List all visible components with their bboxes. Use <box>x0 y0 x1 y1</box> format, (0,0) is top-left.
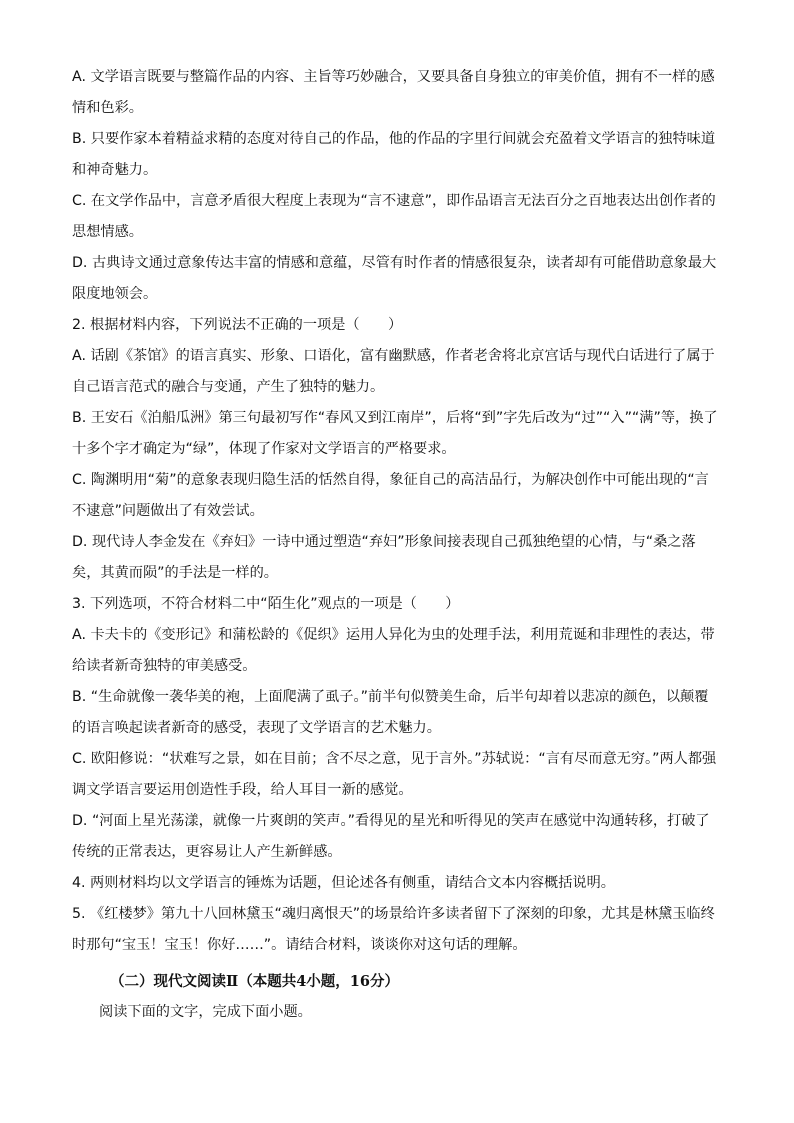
question-2-option-d: D. 现代诗人李金发在《弃妇》一诗中通过塑造“弃妇”形象间接表现自己孤独绝望的心情，与“桑之落矣，其黄而陨”的手法是一样的。 <box>72 534 696 581</box>
question-2-option-a: A. 话剧《茶馆》的语言真实、形象、口语化，富有幽默感，作者老舍将北京宫话与现代白话进行了属于自己语言范式的融合与变通，产生了独特的魅力。 <box>72 348 715 395</box>
question-3-stem: 3. 下列选项，不符合材料二中“陌生化”观点的一项是（ ） <box>72 596 460 612</box>
question-3-option-c: C. 欧阳修说：“状难写之景，如在目前；含不尽之意，见于言外。”苏轼说：“言有尽而意无穷。”两人都强调文学语言要运用创造性手段，给人耳目一新的感觉。 <box>72 751 717 798</box>
question-3-option-b: B. “生命就像一袭华美的袍，上面爬满了虱子。”前半句似赞美生命，后半句却着以悲凉的颜色，以颠覆的语言唤起读者新奇的感受，表现了文学语言的艺术魅力。 <box>72 689 709 736</box>
question-4: 4. 两则材料均以文学语言的锤炼为话题，但论述各有侧重，请结合文本内容概括说明。 <box>72 875 615 891</box>
question-2-option-c: C. 陶渊明用“菊”的意象表现归隐生活的恬然自得，象征自己的高洁品行，为解决创作中可能出现的“言不逮意”问题做出了有效尝试。 <box>72 472 709 519</box>
option-a-set1: A. 文学语言既要与整篇作品的内容、主旨等巧妙融合，又要具备自身独立的审美价值，拥有不一样的感情和色彩。 <box>72 69 715 116</box>
question-2-stem: 2. 根据材料内容，下列说法不正确的一项是（ ） <box>72 317 403 333</box>
question-5: 5. 《红楼梦》第九十八回林黛玉“魂归离恨天”的场景给许多读者留下了深刻的印象，尤其是林黛玉临终时那句“宝玉！宝玉！你好……”。请结合材料，谈谈你对这句话的理解。 <box>72 906 715 953</box>
option-d-set1: D. 古典诗文通过意象传达丰富的情感和意蕴，尽管有时作者的情感很复杂，读者却有可能借助意象最大限度地领会。 <box>72 255 717 302</box>
question-2-option-b: B. 王安石《泊船瓜洲》第三句最初写作“春风又到江南岸”，后将“到”字先后改为“过”“入”“满”等，换了十多个字才确定为“绿”，体现了作家对文学语言的严格要求。 <box>72 410 718 457</box>
section-intro: 阅读下面的文字，完成下面小题。 <box>99 1004 312 1020</box>
question-3-option-a: A. 卡夫卡的《变形记》和蒲松龄的《促织》运用人异化为虫的处理手法，利用荒诞和非理性的表达，带给读者新奇独特的审美感受。 <box>72 627 715 674</box>
option-b-set1: B. 只要作家本着精益求精的态度对待自己的作品，他的作品的字里行间就会充盈着文学语言的独特味道和神奇魅力。 <box>72 131 716 178</box>
section-heading: （二）现代文阅读Ⅱ（本题共4小题，16分） <box>110 973 399 990</box>
option-c-set1: C. 在文学作品中，言意矛盾很大程度上表现为“言不逮意”，即作品语言无法百分之百地表达出创作者的思想情感。 <box>72 193 716 240</box>
question-3-option-d: D. “河面上星光荡漾，就像一片爽朗的笑声。”看得见的星光和听得见的笑声在感觉中沟通转移，打破了传统的正常表达，更容易让人产生新鲜感。 <box>72 813 710 860</box>
